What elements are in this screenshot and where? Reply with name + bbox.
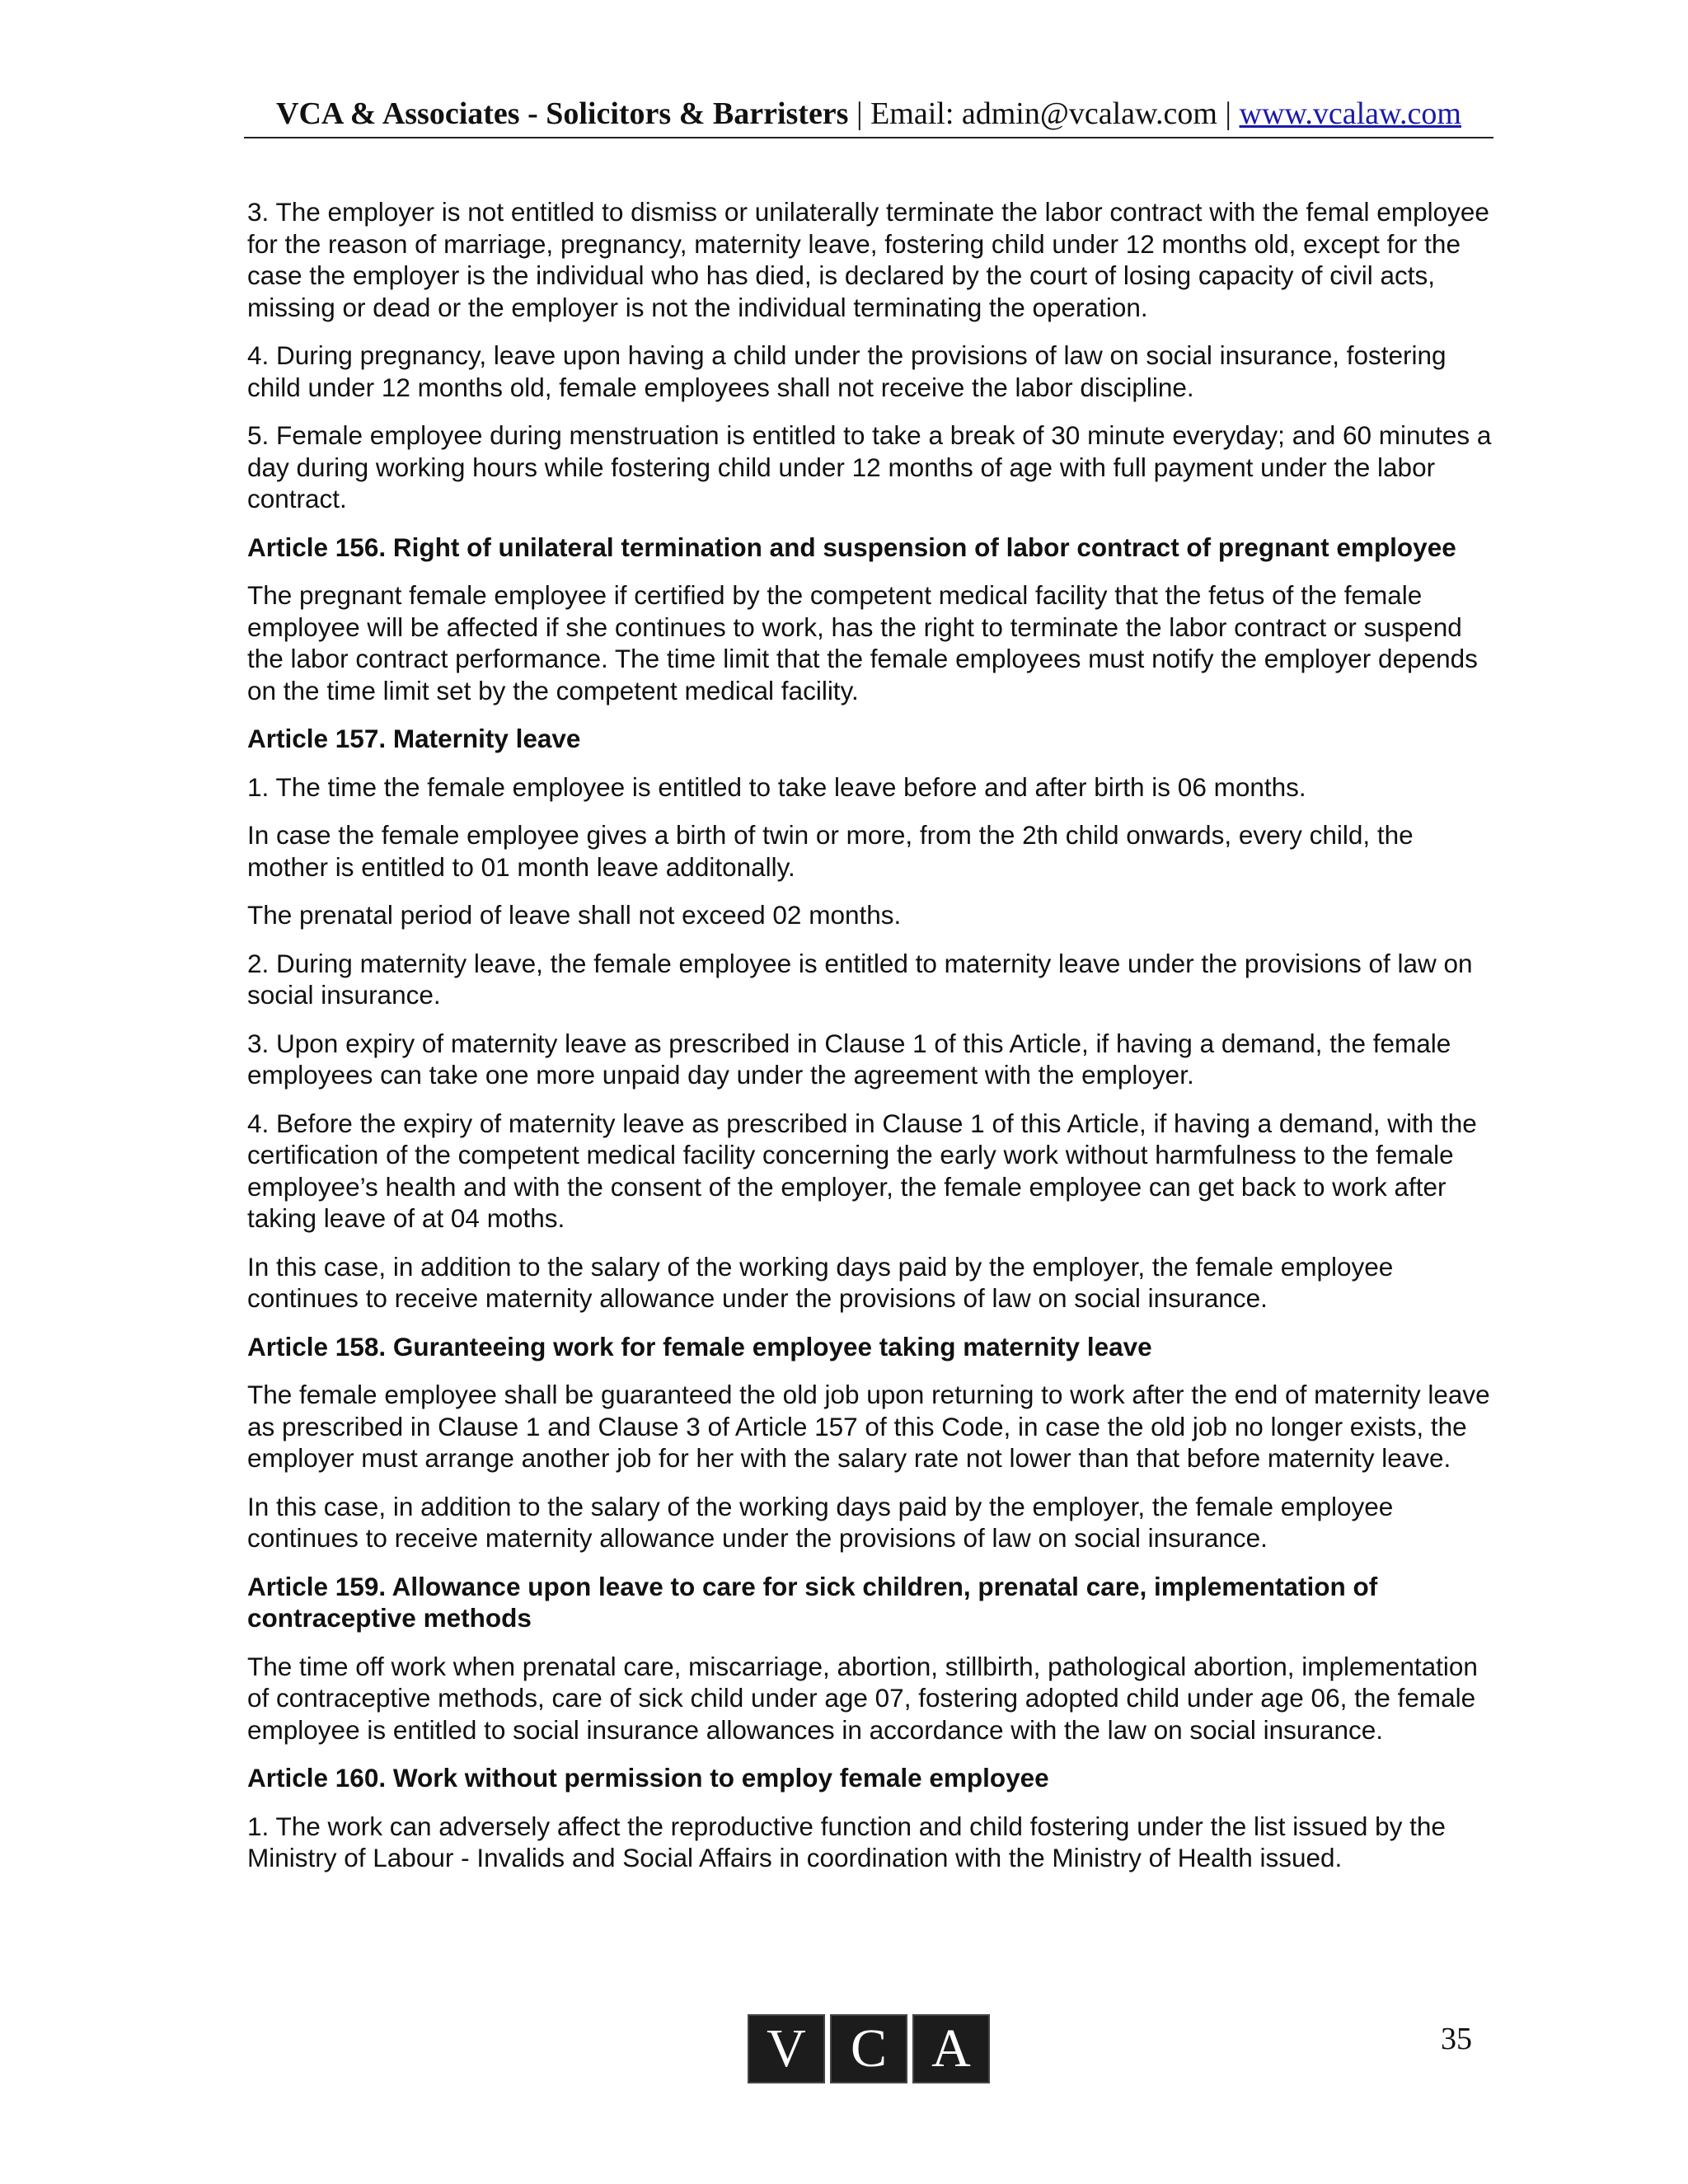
paragraph: 2. During maternity leave, the female employee is entitled to maternity leave under the provisions of law on social insurance. <box>247 948 1473 1010</box>
article-159-heading: Article 159. Allowance upon leave to care for sick children, prenatal care, implementation of contraceptive methods <box>247 1571 1378 1633</box>
paragraph: In this case, in addition to the salary of the working days paid by the employer, the female employee continues to receive maternity allowance under the provisions of law on social insurance. <box>247 1491 1394 1553</box>
paragraph: In case the female employee gives a birth of twin or more, from the 2th child onwards, every child, the mother is entitled to 01 month leave additonally. <box>247 820 1414 882</box>
paragraph: 1. The work can adversely affect the reproductive function and child fostering under the list issued by the Ministry of Labour - Invalids and Social Affairs in coordination with the Ministry of Health issued. <box>247 1811 1446 1872</box>
header-separator: | <box>1217 96 1240 131</box>
paragraph: The prenatal period of leave shall not exceed 02 months. <box>247 900 902 930</box>
paragraph: The pregnant female employee if certified by the competent medical facility that the fetus of the female employee will be affected if she continues to work, has the right to terminate the labor contract or suspend the labor contract performance. The time limit that the female employees must notify the employer depends on the time limit set by the competent medical facility. <box>247 580 1478 705</box>
paragraph: 4. During pregnancy, leave upon having a child under the provisions of law on social insurance, fostering child under 12 months old, female employees shall not receive the labor discipline. <box>247 340 1447 402</box>
article-158-heading: Article 158. Guranteeing work for female employee taking maternity leave <box>247 1331 1152 1361</box>
header-email: Email: admin@vcalaw.com <box>870 96 1217 131</box>
logo-letter: V <box>748 2014 825 2083</box>
document-body <box>247 196 1500 1891</box>
paragraph: 5. Female employee during menstruation is entitled to take a break of 30 minute everyday; and 60 minutes a day during working hours while fostering child under 12 months of age with full payment under the labor contract. <box>247 420 1492 513</box>
logo-letter: C <box>830 2014 907 2083</box>
paragraph: 4. Before the expiry of maternity leave as prescribed in Clause 1 of this Article, if having a demand, with the certification of the competent medical facility concerning the early work without harmfulness to the female employee’s health and with the consent of the employer, the female employee can get back to work after taking leave of at 04 moths. <box>247 1108 1477 1233</box>
paragraph: 1. The time the female employee is entitled to take leave before and after birth is 06 months. <box>247 771 1306 802</box>
paragraph: 3. The employer is not entitled to dismiss or unilaterally terminate the labor contract with the femal employee for the reason of marriage, pregnancy, maternity leave, fostering child under 12 months old, except for the case the employer is the individual who has died, is declared by the court of losing capacity of civil acts, missing or dead or the employer is not the individual terminating the operation. <box>247 197 1489 322</box>
paragraph: In this case, in addition to the salary of the working days paid by the employer, the female employee continues to receive maternity allowance under the provisions of law on social insurance. <box>247 1251 1394 1313</box>
paragraph: 3. Upon expiry of maternity leave as prescribed in Clause 1 of this Article, if having a demand, the female employees can take one more unpaid day under the agreement with the employer. <box>247 1028 1451 1090</box>
article-160-heading: Article 160. Work without permission to employ female employee <box>247 1763 1049 1793</box>
article-157-heading: Article 157. Maternity leave <box>247 724 581 753</box>
header-separator: | <box>848 96 871 131</box>
page-header <box>244 96 1493 138</box>
vca-logo <box>745 2014 992 2083</box>
paragraph: The female employee shall be guaranteed the old job upon returning to work after the end of maternity leave as prescribed in Clause 1 and Clause 3 of Article 157 of this Code, in case the old job no longer exists, the employer must arrange another job for her with the salary rate not lower than that before maternity leave. <box>247 1380 1490 1473</box>
page-number: 35 <box>1441 2022 1472 2056</box>
paragraph: The time off work when prenatal care, miscarriage, abortion, stillbirth, pathological abortion, implementation of contraceptive methods, care of sick child under age 07, fostering adopted child under age 06, the female employee is entitled to social insurance allowances in accordance with the law on social insurance. <box>247 1651 1478 1745</box>
article-156-heading: Article 156. Right of unilateral termination and suspension of labor contract of pregnant employee <box>247 532 1456 562</box>
firm-name: VCA & Associates - Solicitors & Barristers <box>276 96 849 131</box>
logo-letter: A <box>912 2014 990 2083</box>
website-link[interactable]: www.vcalaw.com <box>1239 96 1461 131</box>
